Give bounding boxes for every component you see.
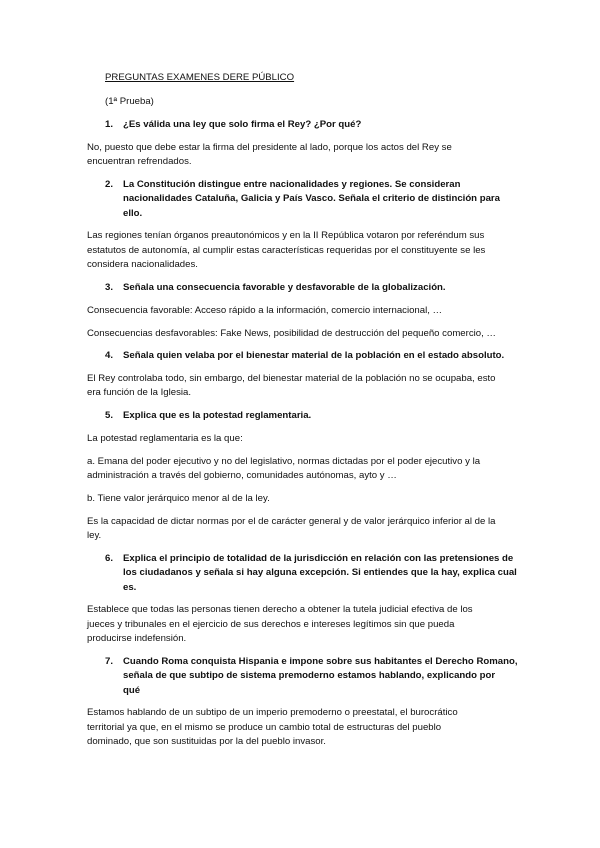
answer-text: a. Emana del poder ejecutivo y no del legislativo, normas dictadas por el poder ejecutivo y la [87, 456, 481, 467]
question-text: Explica el principio de totalidad de la jurisdicción en relación con las pretensiones de [123, 553, 514, 564]
answer-text: estatutos de autonomía, al cumplir estas características requeridas por el constituyente se les [87, 245, 486, 256]
question-text: Cuando Roma conquista Hispania e impone sobre sus habitantes el Derecho Romano, [123, 656, 518, 667]
answer-text: jueces y tribunales en el ejercicio de sus derechos e intereses legítimos sin que pueda [87, 619, 455, 630]
question-number: 1. [105, 119, 114, 130]
answer-text: Consecuencia favorable: Acceso rápido a la información, comercio internacional, … [87, 305, 443, 316]
answer-text: El Rey controlaba todo, sin embargo, del bienestar material de la población no se ocupaba, esto [87, 373, 496, 384]
question-number: 2. [105, 179, 114, 190]
question-number: 4. [105, 350, 114, 361]
answer-text: Es la capacidad de dictar normas por el de carácter general y de valor jerárquico inferior al de la [87, 516, 496, 527]
question-text: los ciudadanos y señala si hay alguna excepción. Si entiendes que la hay, explica cual [123, 567, 517, 578]
question-text: La Constitución distingue entre nacionalidades y regiones. Se consideran [123, 179, 461, 190]
question-number: 6. [105, 553, 114, 564]
question-text: qué [123, 685, 141, 696]
answer-text: producirse indefensión. [87, 633, 187, 644]
answer-text: Establece que todas las personas tienen derecho a obtener la tutela judicial efectiva de los [87, 604, 473, 615]
question-text: ello. [123, 208, 143, 219]
answer-text: Estamos hablando de un subtipo de un imperio premoderno o preestatal, el burocrático [87, 707, 458, 718]
answer-text: Las regiones tenían órganos preautonómicos y en la II República votaron por referéndum sus [87, 230, 485, 241]
answer-text: encuentran refrendados. [87, 156, 192, 167]
answer-text: era función de la Iglesia. [87, 387, 191, 398]
answer-text: No, puesto que debe estar la firma del presidente al lado, porque los actos del Rey se [87, 142, 452, 153]
question-text: Señala quien velaba por el bienestar material de la población en el estado absoluto. [123, 350, 505, 361]
question-text: nacionalidades Cataluña, Galicia y País Vasco. Señala el criterio de distinción para [123, 193, 500, 204]
question-text: es. [123, 582, 137, 593]
question-text: señala de que subtipo de sistema premoderno estamos hablando, explicando por [123, 670, 496, 681]
question-text: ¿Es válida una ley que solo firma el Rey? ¿Por qué? [123, 119, 362, 130]
question-number: 7. [105, 656, 114, 667]
document-subtitle: (1ª Prueba) [105, 96, 154, 107]
answer-text: La potestad reglamentaria es la que: [87, 433, 243, 444]
question-number: 3. [105, 282, 114, 293]
answer-text: Consecuencias desfavorables: Fake News, posibilidad de destrucción del pequeño comercio, … [87, 328, 497, 339]
answer-text: b. Tiene valor jerárquico menor al de la ley. [87, 493, 270, 504]
question-number: 5. [105, 410, 114, 421]
answer-text: ley. [87, 530, 102, 541]
answer-text: territorial ya que, en el mismo se produce un cambio total de estructuras del pueblo [87, 722, 442, 733]
answer-text: considera nacionalidades. [87, 259, 198, 270]
question-text: Explica que es la potestad reglamentaria. [123, 410, 312, 421]
document-title: PREGUNTAS EXAMENES DERE PÚBLICO [105, 72, 295, 83]
answer-text: dominado, que son sustituidas por la del pueblo invasor. [87, 736, 326, 747]
answer-text: administración a través del gobierno, comunidades autónomas, ayto y … [87, 470, 397, 481]
question-text: Señala una consecuencia favorable y desfavorable de la globalización. [123, 282, 446, 293]
